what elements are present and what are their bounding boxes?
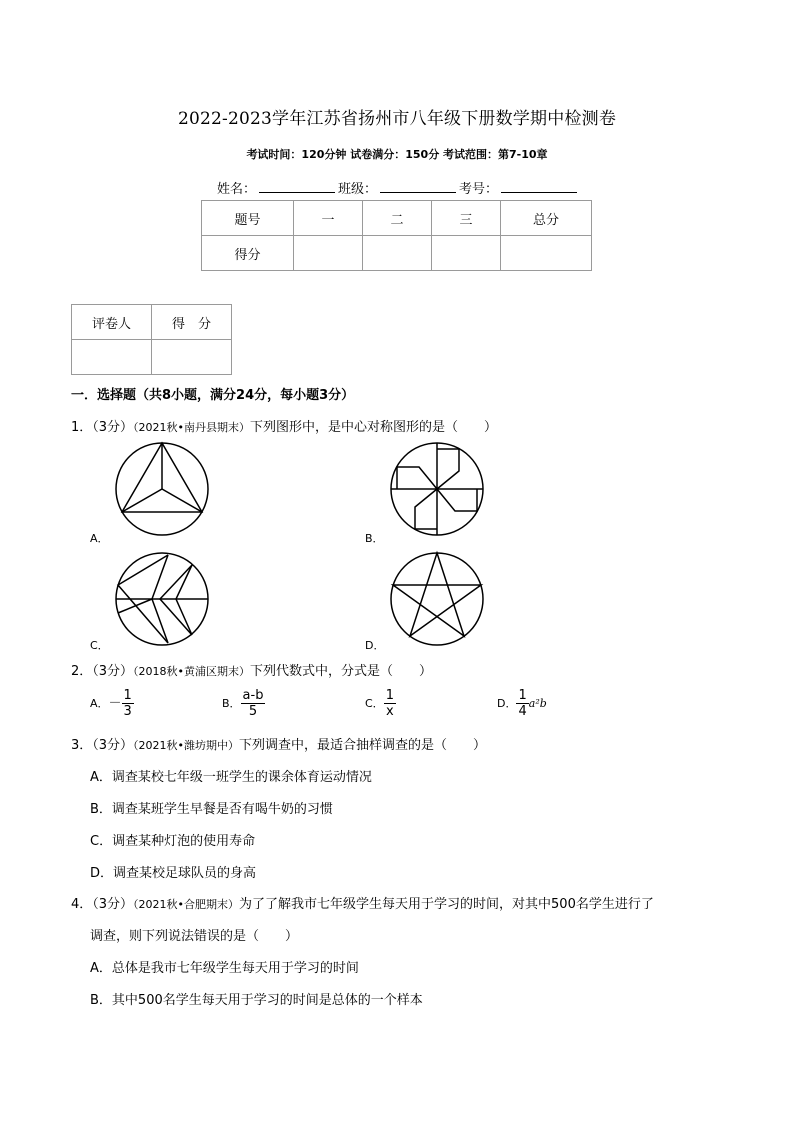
q2-c-label: C． [365,697,384,710]
denominator: 4 [518,704,527,719]
figure-a-label: A． [90,532,109,545]
score-header-cell: 三 [432,201,501,236]
q4-option-a[interactable]: A．总体是我市七年级学生每天用于学习的时间 [90,961,359,976]
q4-option-b[interactable]: B．其中500名学生每天用于学习的时间是总体的一个样本 [90,993,423,1008]
section-heading: 一．选择题（共8小题，满分24分，每小题3分） [71,388,355,403]
grader-header: 评卷人 [72,305,152,340]
name-blank[interactable] [259,180,335,193]
q3-option-a[interactable]: A．调查某校七年级一班学生的课余体育运动情况 [90,770,372,785]
numerator: 1 [518,688,527,703]
q3-number: 3．（3分） [71,738,134,753]
figure-d-star-in-circle [389,551,485,647]
score-table [201,200,592,271]
exam-info: 考试时间：120分钟 试卷满分：150分 考试范围：第7-10章 [246,148,548,161]
q2-stem: 下列代数式中，分式是（ ） [250,664,433,679]
q3-option-d[interactable]: D．调查某校足球队员的身高 [90,866,257,881]
q3-option-c[interactable]: C．调查某种灯泡的使用寿命 [90,834,256,849]
grader-score-cell[interactable] [152,340,232,375]
q3-stem: 下列调查中，最适合抽样调查的是（ ） [239,738,487,753]
figure-d-label: D． [365,639,385,652]
q4-number: 4．（3分） [71,897,134,912]
question-1 [71,416,497,435]
q2-option-a[interactable] [90,688,134,719]
q1-stem: 下列图形中，是中心对称图形的是（ ） [250,420,498,435]
numerator: 1 [385,688,394,703]
score-cell[interactable] [432,236,501,271]
q2-d-term: a²b [528,697,547,710]
figure-c-arrows-in-circle [114,551,210,647]
q2-b-fraction [241,688,266,719]
denominator: 5 [248,704,258,719]
score-header-cell: 总分 [501,201,592,236]
q1-number: 1．（3分） [71,420,134,435]
class-label: 班级： [338,182,378,197]
student-info-line [217,178,580,197]
score-row-label: 得分 [202,236,294,271]
class-blank[interactable] [380,180,456,193]
denominator: x [385,704,394,719]
figure-b-label: B． [365,532,384,545]
q2-number: 2．（3分） [71,664,134,679]
numerator: a-b [242,688,264,703]
q4-stem: 为了了解我市七年级学生每天用于学习的时间，对其中500名学生进行了 [239,897,654,912]
question-2 [71,660,432,679]
q3-option-b[interactable]: B．调查某班学生早餐是否有喝牛奶的习惯 [90,802,333,817]
numerator: 1 [123,688,132,703]
score-header-cell: 一 [294,201,363,236]
q1-source: （2021秋•南丹县期末） [133,421,251,434]
grader-cell[interactable] [72,340,152,375]
q4-source: （2021秋•合肥期末） [133,898,240,911]
grader-score-header: 得 分 [152,305,232,340]
q2-a-fraction [122,688,134,719]
number-blank[interactable] [501,180,577,193]
figure-c-label: C． [90,639,109,652]
q2-c-fraction [384,688,396,719]
q2-d-label: D． [497,697,517,710]
q2-d-fraction [516,688,528,719]
figure-b-pinwheel-in-circle [389,441,485,537]
figure-a-triangle-in-circle [114,441,210,537]
page-title: 2022-2023学年江苏省扬州市八年级下册数学期中检测卷 [177,109,617,129]
q2-a-sign: － [108,696,122,711]
denominator: 3 [123,704,132,719]
q4-stem-continued: 调查，则下列说法错误的是（ ） [90,929,299,944]
score-header-cell: 题号 [202,201,294,236]
grader-table [71,304,232,375]
q2-source: （2018秋•黄浦区期末） [133,665,251,678]
score-cell[interactable] [363,236,432,271]
q2-option-c[interactable] [365,688,396,719]
q2-a-label: A． [90,697,109,710]
number-label: 考号： [459,182,499,197]
question-3 [71,734,486,753]
score-cell[interactable] [294,236,363,271]
q2-b-label: B． [222,697,241,710]
score-cell[interactable] [501,236,592,271]
score-header-cell: 二 [363,201,432,236]
q2-option-d[interactable] [497,688,547,719]
question-4 [71,893,654,912]
name-label: 姓名： [217,182,257,197]
q3-source: （2021秋•潍坊期中） [133,739,240,752]
q2-option-b[interactable] [222,688,265,719]
